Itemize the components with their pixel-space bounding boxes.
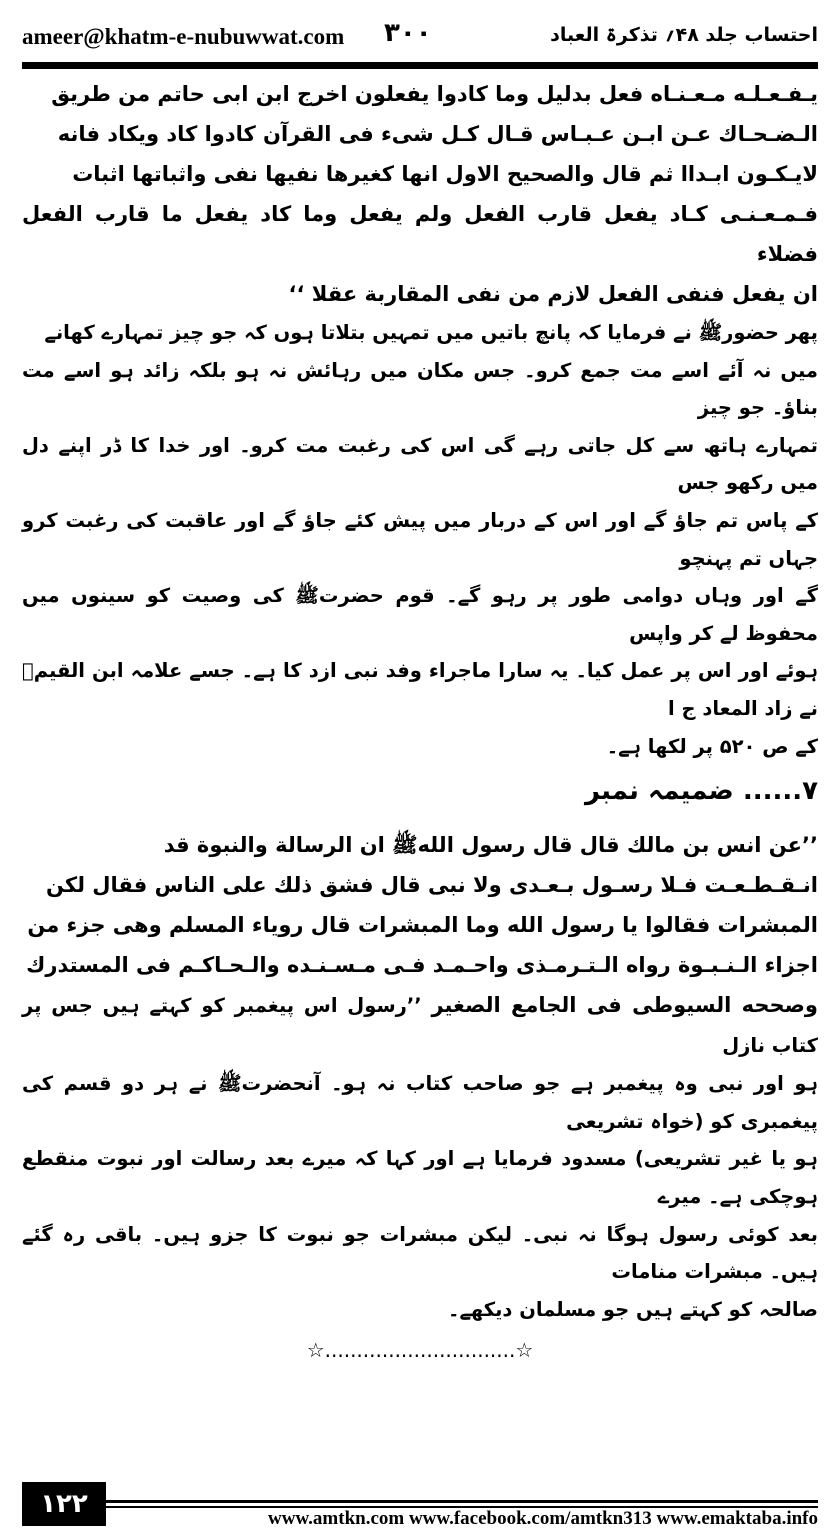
mixed-urdu-part: ’’رسول اس پیغمبر کو کہتے ہیں جس پر کتاب نازل <box>22 994 818 1058</box>
text-line: ہو یا غیر تشریعی) مسدود فرمایا ہے اور کہا کہ میرے بعد رسالت اور نبوت منقطع ہوچکی ہے۔ میرے <box>22 1147 818 1208</box>
text-line: بعد کوئی رسول ہوگا نہ نبی۔ لیکن مبشرات جو نبوت کا جزو ہیں۔ باقی رہ گئے ہیں۔ مبشرات منامات <box>22 1222 818 1284</box>
text-line: انـقـطـعـت فـلا رسـول بـعـدی ولا نبی قال فشق ذلك علی الناس فقال لكن <box>46 873 818 898</box>
text-line: پھر حضورﷺ نے فرمایا کہ پانچ باتیں میں تمہیں بتلاتا ہوں کہ جو چیز تمہارے کھانے <box>44 321 818 344</box>
text-line: کے پاس تم جاؤ گے اور اس کے دربار میں پیش کئے جاؤ گے اور عاقبت کی رغبت کرو جہاں تم پہنچو <box>22 508 818 570</box>
text-line: الـضـحـاك عـن ابـن عـبـاس قـال كـل شیء فی القرآن كادوا كاد ويكاد فانه <box>57 122 818 146</box>
text-line: یـفـعـلـه مـعـنـاه فعل بدليل وما كادوا يفعلون اخرج ابن ابی حاتم من طريق <box>51 82 818 106</box>
text-line: ہو اور نبی وہ پیغمبر ہے جو صاحب کتاب نہ ہو۔ آنحضرتﷺ نے ہر دو قسم کی پیغمبری کو (خواہ تشریعی <box>22 1072 818 1133</box>
text-line: ’’عن انس بن مالك قال قال رسول اللهﷺ ان الرسالة والنبوة قد <box>163 833 818 858</box>
page-body <box>22 74 818 1362</box>
urdu-passage-2 <box>22 1065 818 1328</box>
header-book-title: احتساب جلد ۴۸؍ تذکرۃ العباد <box>550 24 818 46</box>
page-footer <box>22 1482 818 1529</box>
page-header <box>22 14 818 64</box>
footer-website-links: www.amtkn.com www.facebook.com/amtkn313 www.emaktaba.info <box>268 1508 818 1529</box>
text-line: میں نہ آئے اسے مت جمع کرو۔ جس مکان میں رہائش نہ ہو بلکہ زائد ہو اسے مت بناؤ۔ جو چیز <box>22 358 818 420</box>
arabic-passage-1 <box>22 74 818 314</box>
text-line: صالحہ کو کہتے ہیں جو مسلمان دیکھے۔ <box>448 1297 818 1321</box>
text-line: تمہارے ہاتھ سے کل جاتی رہے گی اس کی رغبت مت کرو۔ اور خدا کا ڈر اپنے دل میں رکھو جس <box>22 433 818 495</box>
urdu-passage-1 <box>22 314 818 765</box>
text-line: ان يفعل فنفی الفعل لازم من نفی المقاربة عقلا ‘‘ <box>288 282 818 306</box>
text-line <box>22 985 818 1065</box>
section-divider-stars: ☆..............................☆ <box>306 1338 534 1363</box>
header-email: ameer@khatm-e-nubuwwat.com <box>22 24 345 49</box>
appendix-heading: ۷...... ضمیمہ نمبر <box>584 776 818 807</box>
footer-rule <box>106 1500 818 1503</box>
text-line: المبشرات فقالوا يا رسول الله وما المبشرات قال روياء المسلم وهی جزء من <box>27 913 818 938</box>
text-line: فـمـعـنـی كـاد يفعل قارب الفعل ولم يفعل وما كاد يفعل ما قارب الفعل فضلاء <box>22 202 818 266</box>
text-line: ہوئے اور اس پر عمل کیا۔ یہ سارا ماجراء وفد نبی ازد کا ہے۔ جسے علامہ ابن القیمؒ نے زاد المعاد ج ا <box>22 659 818 720</box>
arabic-passage-2 <box>22 825 818 1065</box>
header-page-number: ۳۰۰ <box>384 18 432 48</box>
text-line: کے ص ۵۲۰ پر لکھا ہے۔ <box>606 734 818 758</box>
footer-page-number: ۱۲۲ <box>22 1482 106 1526</box>
mixed-arabic-part: وصححه السيوطی فی الجامع الصغير <box>431 993 818 1018</box>
text-line: اجزاء الـنـبـوة رواه الـتـرمـذی واحـمـد فـی مـسـنـده والـحـاكـم فی المستدرك <box>26 953 818 978</box>
text-line: لايـكـون ابـدا‌ا ثم قال والصحيح الاول انها كغيرها نفيها نفی واثباتها اثبات <box>72 162 818 186</box>
header-rule <box>22 62 818 69</box>
text-line: گے اور وہاں دوامی طور پر رہو گے۔ قوم حضرتﷺ کی وصیت کو سینوں میں محفوظ لے کر واپس <box>22 584 818 645</box>
